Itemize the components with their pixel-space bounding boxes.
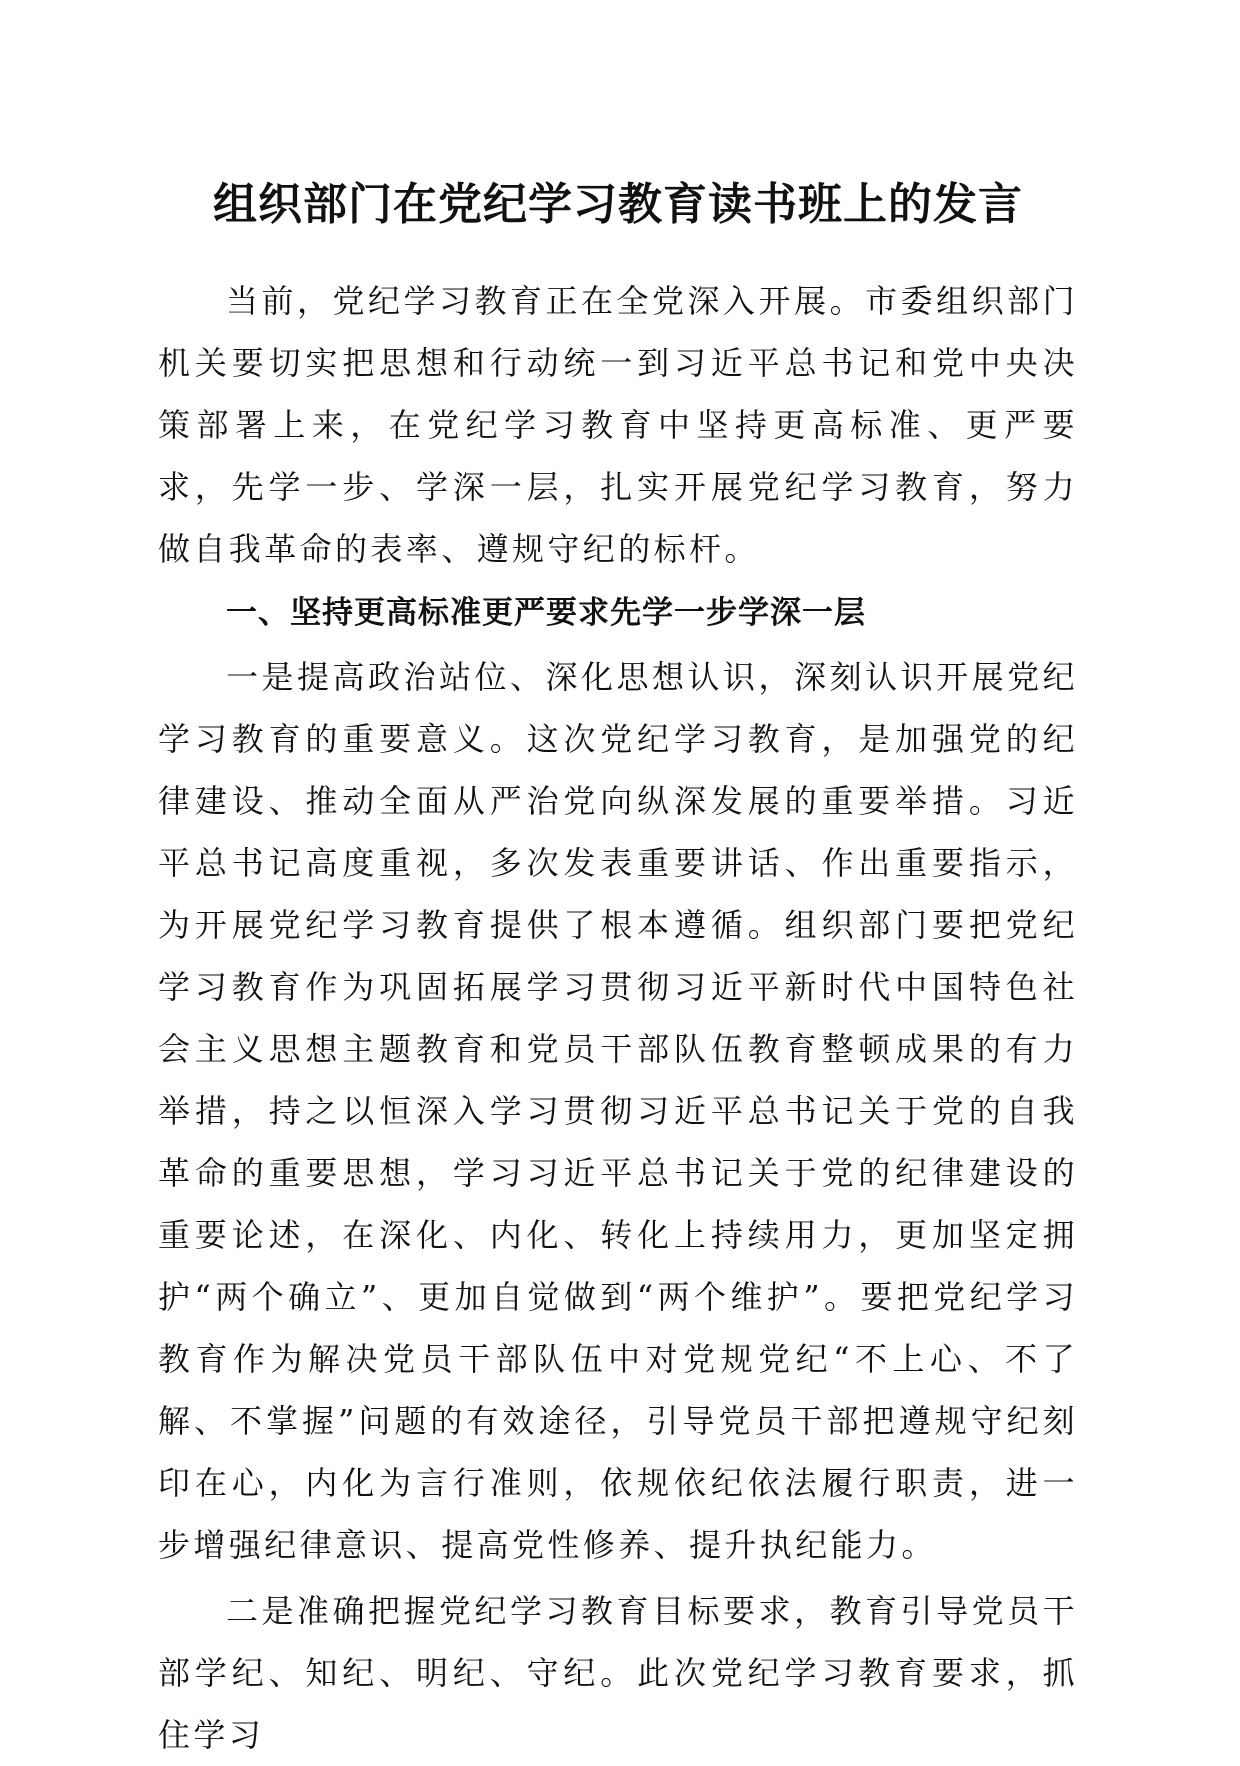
intro-paragraph: 当前，党纪学习教育正在全党深入开展。市委组织部门机关要切实把思想和行动统一到习近平总书记和党中央决策部署上来，在党纪学习教育中坚持更高标准、更严要求，先学一步、学深一层，扎实开展党纪学习教育，努力做自我革命的表率、遵规守纪的标杆。 xyxy=(158,282,1078,568)
body-paragraph-1: 一是提高政治站位、深化思想认识，深刻认识开展党纪学习教育的重要意义。这次党纪学习教育，是加强党的纪律建设、推动全面从严治党向纵深发展的重要举措。习近平总书记高度重视，多次发表重要讲话、作出重要指示，为开展党纪学习教育提供了根本遵循。组织部门要把党纪学习教育作为巩固拓展学习贯彻习近平新时代中国特色社会主义思想主题教育和党员干部队伍教育整顿成果的有力举措，持之以恒深入学习贯彻习近平总书记关于党的自我革命的重要思想，学习习近平总书记关于党的纪律建设的重要论述，在深化、内化、转化上持续用力，更加坚定拥护“两个确立”、更加自觉做到“两个维护”。要把党纪学习教育作为解决党员干部队伍中对党规党纪“不上心、不了解、不掌握”问题的有效途径，引导党员干部把遵规守纪刻印在心，内化为言行准则，依规依纪依法履行职责，进一步增强纪律意识、提高党性修养、提升执纪能力。 xyxy=(158,658,1078,1564)
document-page xyxy=(158,170,1078,1766)
section-heading-1: 一、坚持更高标准更严要求先学一步学深一层 xyxy=(226,595,866,631)
document-title: 组织部门在党纪学习教育读书班上的发言 xyxy=(213,179,1023,230)
body-paragraph-2: 二是准确把握党纪学习教育目标要求，教育引导党员干部学纪、知纪、明纪、守纪。此次党纪学习教育要求，抓住学习 xyxy=(158,1592,1078,1754)
